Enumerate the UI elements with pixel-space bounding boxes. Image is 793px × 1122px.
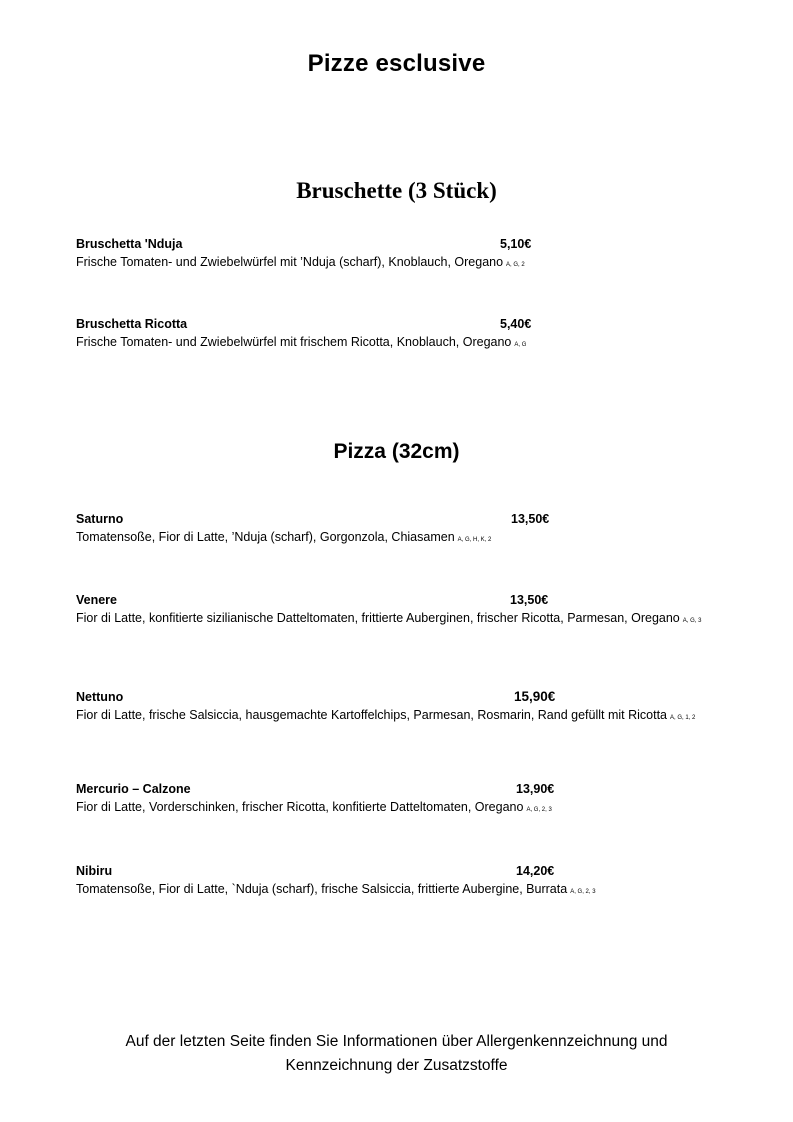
item-price: 15,90€	[514, 689, 556, 704]
item-price: 5,40€	[500, 317, 532, 331]
item-description: Fior di Latte, Vorderschinken, frischer Ricotta, konfitierte Datteltomaten, Oregano A, G, 2, 3	[76, 800, 552, 814]
allergen-footer-note	[0, 1030, 793, 1078]
section-title-bruschette: Bruschette (3 Stück)	[296, 178, 497, 203]
allergen-codes: A, G, 2, 3	[570, 889, 596, 895]
item-name: Nettuno	[76, 690, 124, 704]
item-name: Mercurio – Calzone	[76, 782, 191, 796]
footer-line: Auf der letzten Seite finden Sie Informationen über Allergenkennzeichnung und	[125, 1033, 668, 1050]
item-price: 13,90€	[516, 782, 555, 796]
item-description: Frische Tomaten- und Zwiebelwürfel mit ’Nduja (scharf), Knoblauch, Oregano A, G, 2	[76, 255, 525, 269]
menu-item	[76, 780, 721, 819]
allergen-codes: A, G, 2, 3	[526, 807, 552, 813]
allergen-codes: A, G, H, K, 2	[457, 537, 492, 543]
item-description: Fior di Latte, frische Salsiccia, hausgemachte Kartoffelchips, Parmesan, Rosmarin, Rand gefüllt mit Ricotta A, G, 1, 2	[76, 708, 696, 722]
item-name: Saturno	[76, 512, 124, 526]
item-description: Tomatensoße, Fior di Latte, `Nduja (scharf), frische Salsiccia, frittierte Aubergine, Burrata A, G, 2, 3	[76, 882, 596, 896]
menu-item	[76, 235, 721, 274]
item-name: Bruschetta Ricotta	[76, 317, 188, 331]
item-description: Fior di Latte, konfitierte sizilianische Datteltomaten, frittierte Auberginen, frischer Ricotta, Parmesan, Oregano A, G, 3	[76, 611, 702, 625]
menu-item	[76, 510, 721, 549]
item-price: 13,50€	[510, 593, 549, 607]
menu-item	[76, 315, 721, 354]
allergen-codes: A, G, 2	[506, 262, 525, 268]
allergen-codes: A, G	[514, 342, 527, 348]
allergen-codes: A, G, 3	[682, 618, 702, 624]
item-price: 14,20€	[516, 864, 555, 878]
section-title-pizza: Pizza (32cm)	[333, 440, 460, 463]
page-title: Pizze esclusive	[307, 50, 486, 77]
menu-item	[76, 688, 721, 727]
item-price: 13,50€	[511, 512, 550, 526]
menu-item	[76, 862, 721, 901]
item-name: Nibiru	[76, 864, 113, 878]
item-name: Bruschetta 'Nduja	[76, 237, 183, 251]
item-description: Tomatensoße, Fior di Latte, ’Nduja (scharf), Gorgonzola, Chiasamen A, G, H, K, 2	[76, 530, 492, 544]
footer-line: Kennzeichnung der Zusatzstoffe	[285, 1057, 508, 1074]
item-description: Frische Tomaten- und Zwiebelwürfel mit frischem Ricotta, Knoblauch, Oregano A, G	[76, 335, 527, 349]
menu-item	[76, 591, 721, 630]
allergen-codes: A, G, 1, 2	[670, 715, 696, 721]
item-price: 5,10€	[500, 237, 532, 251]
item-name: Venere	[76, 593, 118, 607]
